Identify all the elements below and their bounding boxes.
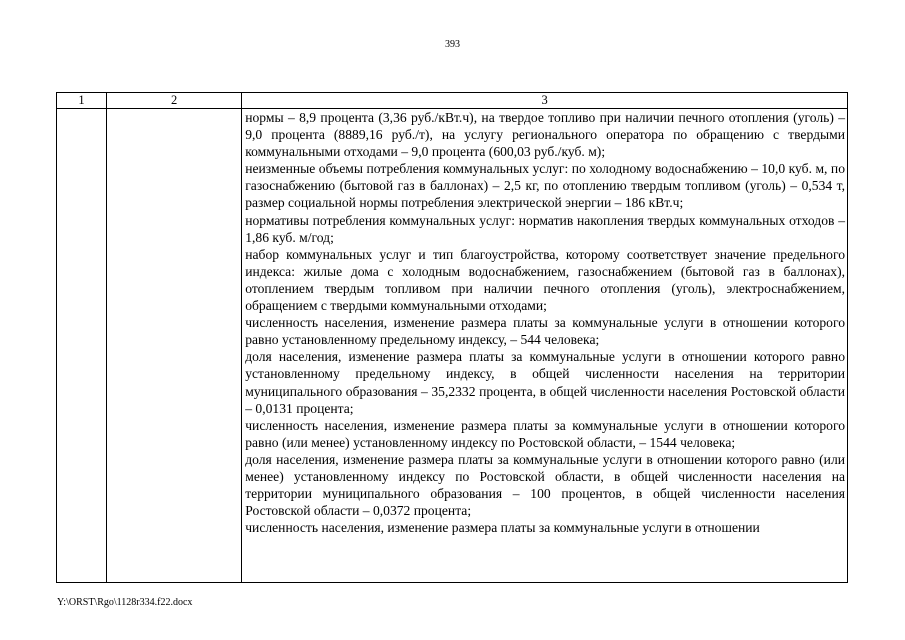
paragraph: доля населения, изменение размера платы за коммунальные услуги в отношении которого равно установленному предельному индексу, в общей численности населения на территории муниципального образования – 35,2332 процента, в общей численности населения Ростовской области – 0,0131 процента; [245,349,845,416]
file-path-footer: Y:\ORST\Rgo\1128r334.f22.docx [57,597,193,608]
paragraph: набор коммунальных услуг и тип благоустройства, которому соответствует значение предельного индекса: жилые дома с холодным водоснабжением, газоснабжением (бытовой газ в баллонах), отоплением твердым топливом при наличии печного отопления (уголь), электроснабжением, обращением с твердыми коммунальными отходами; [245,246,845,314]
paragraph: численность населения, изменение размера платы за коммунальные услуги в отношении [245,520,760,536]
column-2-cell [107,109,242,583]
column-header-1: 1 [57,93,107,109]
column-header-2: 2 [107,93,242,109]
paragraph: нормы – 8,9 процента (3,36 руб./кВт.ч), на твердое топливо при наличии печного отопления (уголь) – 9,0 процента (8889,16 руб./т), на услугу регионального оператора по обращению с твердыми коммунальными отходами – 9,0 процента (600,03 руб./куб. м); [245,110,845,160]
column-1-cell [57,109,107,583]
paragraph: неизменные объемы потребления коммунальных услуг: по холодному водоснабжению – 10,0 куб. м, по газоснабжению (бытовой газ в баллонах) – 2,5 кг, по отоплению твердым топливом (уголь) – 0,534 т, размер социальной нормы потребления электрической энергии – 186 кВт.ч; [245,161,845,211]
paragraph: численность населения, изменение размера платы за коммунальные услуги в отношении которого равно установленному предельному индексу, – 544 человека; [245,315,845,348]
column-header-3: 3 [242,93,848,109]
table-header-row [57,93,848,109]
paragraph: численность населения, изменение размера платы за коммунальные услуги в отношении которого равно (или менее) установленному индексу по Ростовской области, – 1544 человека; [245,417,845,450]
column-3-cell [242,109,848,583]
paragraph: нормативы потребления коммунальных услуг: норматив накопления твердых коммунальных отходов – 1,86 куб. м/год; [245,212,845,245]
page-number: 393 [445,39,460,50]
paragraph: доля населения, изменение размера платы за коммунальные услуги в отношении которого равно (или менее) установленному индексу по Ростовской области, в общей численности населения на территории муниципального образования – 100 процентов, в общей численности населения Ростовской области – 0,0372 процента; [245,451,845,519]
document-table [56,92,848,583]
table-row [57,109,848,583]
